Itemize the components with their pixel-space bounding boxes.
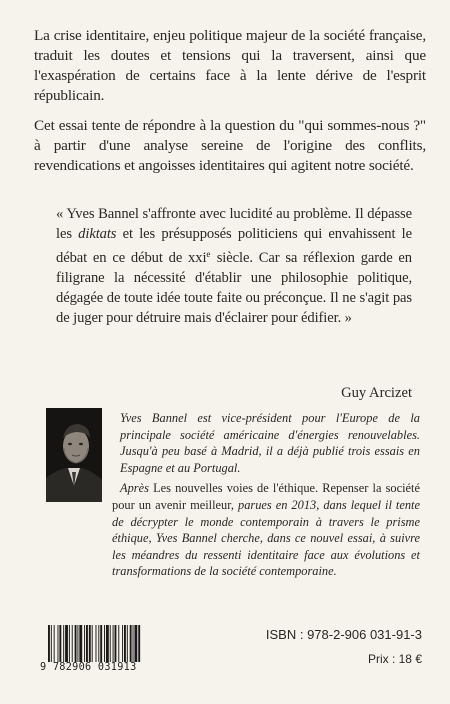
isbn-label: ISBN : 978-2-906 031-91-3 (265, 627, 422, 642)
barcode-bar (86, 625, 88, 665)
barcode-bar (69, 625, 70, 665)
intro-paragraph-2: Cet essai tente de répondre à la question du "qui sommes-nous ?" à partir d'une analyse sereine de l'origine des conflits, revendications et angoisses identitaires qui agitent notre société. (34, 117, 426, 174)
bio-book-title: Les nouvelles voies de l'éthique. Repenser la société pour un avenir meilleur, (112, 481, 420, 512)
barcode-bar (124, 625, 126, 665)
price-label: Prix : 18 € (367, 652, 422, 666)
barcode-bar (59, 625, 61, 665)
barcode-digits: 9 782906 031913 (38, 662, 158, 673)
barcode-bar (106, 625, 109, 665)
barcode-bar (72, 625, 73, 665)
bio-paragraph-2-rest: parues en 2013, dans lequel il tente de décrypter le monde contemporain à travers le prisme éthique, Yves Bannel cherche, dans ce nouvel essai, à suivre les méandres du ressenti identitaire face aux évolutions et transformations de la société contemporaine. (112, 497, 420, 579)
barcode-bar (63, 625, 64, 665)
bio-paragraph-1: Yves Bannel est vice-président pour l'Europe de la principale société américaine d'énergies renouvelables. Jusqu'à peu basé à Madrid, il a déjà publié trois essais en Espagne et au Portugal. (120, 411, 420, 475)
bio-paragraph-2 (112, 480, 420, 580)
barcode-bar (84, 625, 85, 665)
quote-century-sup: e (206, 249, 211, 259)
quote-diktats: diktats (78, 226, 117, 242)
quote-part-2: et les présupposés politiciens qui envahissent le débat en ce début de (56, 226, 412, 266)
barcode-bar (65, 625, 68, 665)
barcode-bar (134, 625, 137, 665)
barcode-bar (89, 625, 91, 665)
barcode-bar (118, 625, 119, 665)
barcode-bar (110, 625, 111, 665)
quote-part-1: « Yves Bannel s'affronte avec lucidité au problème. Il dépasse les (56, 206, 412, 242)
review-quote (56, 204, 412, 328)
barcode-bar (104, 625, 105, 665)
barcode-bar (92, 625, 93, 665)
barcode-bar (100, 625, 102, 665)
quote-author: Guy Arcizet (341, 385, 412, 401)
intro-paragraph-1: La crise identitaire, enjeu politique majeur de la société française, traduit les doutes et tensions qui la traversent, ainsi que l'exaspération de certains face à la lente dérive de l'esprit républicain. (34, 27, 426, 104)
barcode-bar (58, 625, 59, 665)
barcode-bar (77, 625, 78, 665)
barcode-bar (130, 625, 132, 665)
barcode-bar (54, 625, 55, 665)
intro-text (34, 26, 426, 186)
barcode-bar (98, 625, 99, 665)
barcode-bar (122, 625, 123, 665)
quote-century: xxi (188, 250, 207, 266)
barcode-bar (75, 625, 77, 665)
author-portrait-image (46, 408, 102, 502)
barcode-bar (79, 625, 82, 665)
author-photo (46, 408, 102, 502)
quote-part-3: siècle. Car sa réflexion garde en filigrane la nécessité d'établir une philosophie politique, dégagée de toute idée toute faite ou préconçue. Il ne s'agit pas de juger pour détruire mais d'éclairer pour édifier. » (56, 250, 412, 326)
author-bio (112, 410, 420, 584)
barcode-bar (133, 625, 134, 665)
barcode-bar (115, 625, 117, 665)
barcode-bar (113, 625, 114, 665)
barcode-bar (127, 625, 128, 665)
bio-apres: Après (120, 481, 149, 496)
